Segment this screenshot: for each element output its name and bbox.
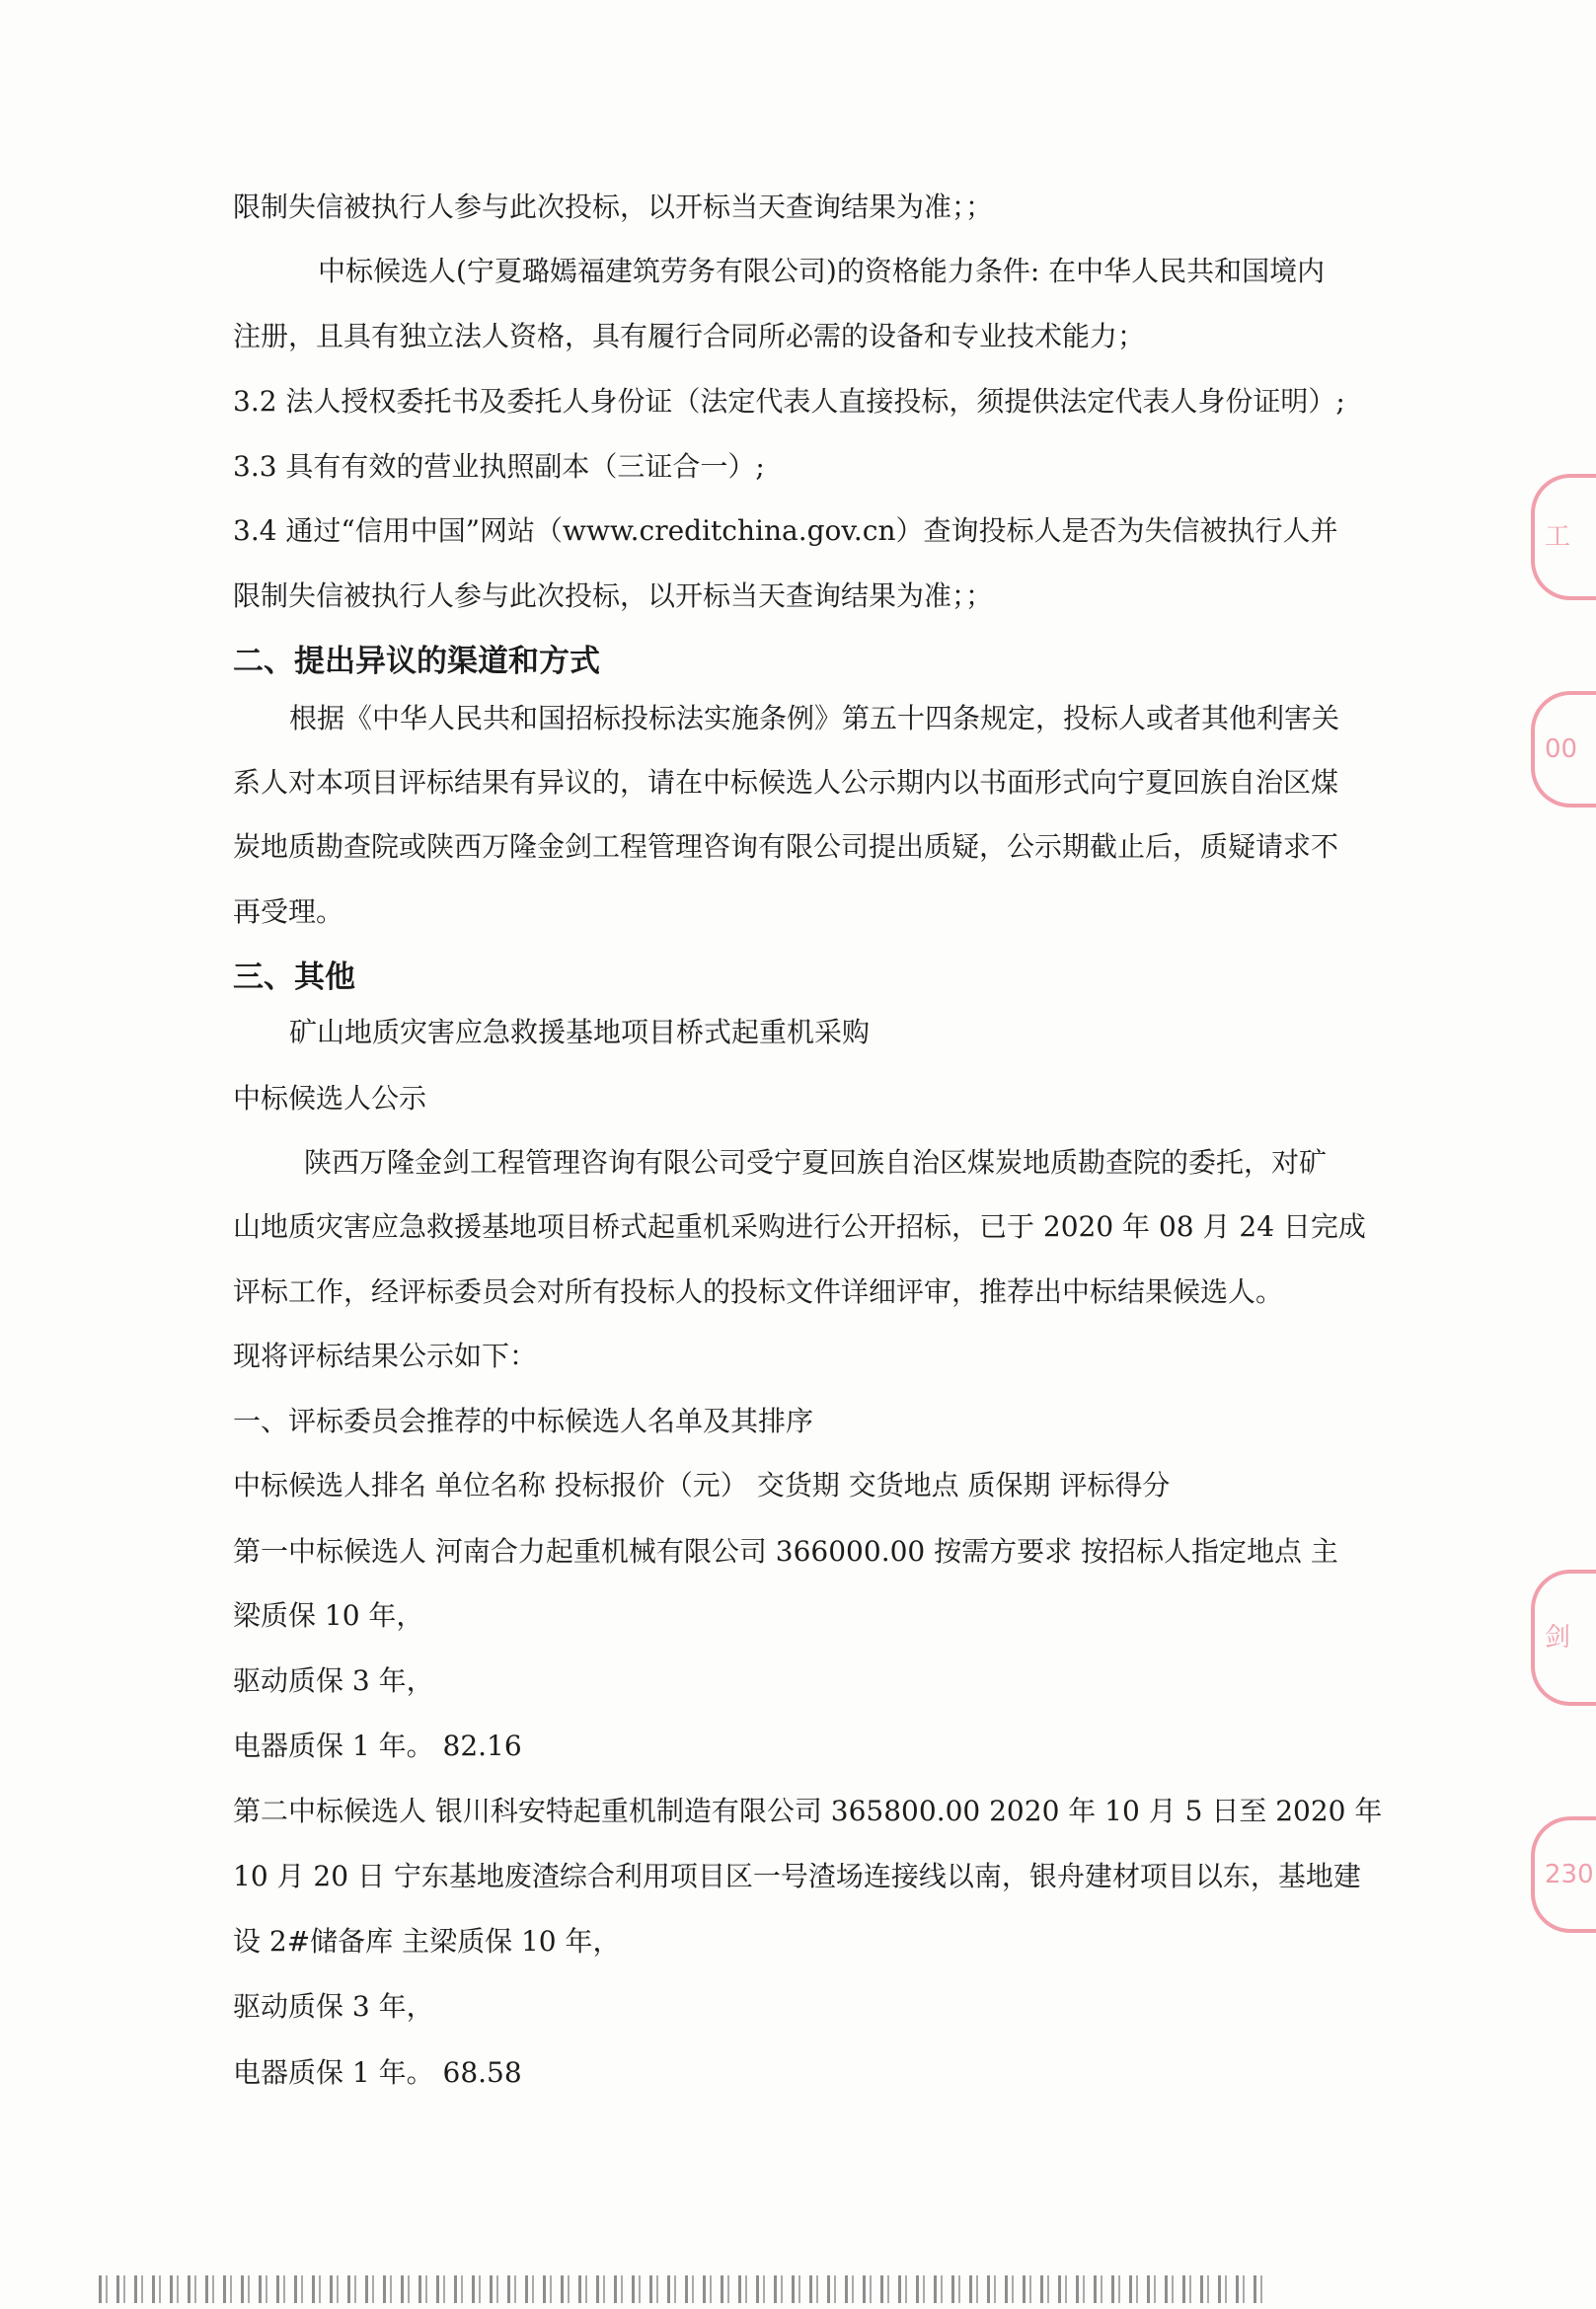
text-line: 梁质保 10 年， (233, 1599, 424, 1632)
text-line: 矿山地质灾害应急救援基地项目桥式起重机采购 (289, 1016, 871, 1048)
text-line: 限制失信被执行人参与此次投标，以开标当天查询结果为准；； (233, 191, 994, 223)
scan-noise-strip (99, 2275, 1263, 2303)
text-line: 驱动质保 3 年， (233, 1990, 434, 2023)
text-line: 系人对本项目评标结果有异议的，请在中标候选人公示期内以书面形式向宁夏回族自治区煤 (233, 766, 1339, 799)
text-line: 一、评标委员会推荐的中标候选人名单及其排序 (233, 1405, 814, 1437)
text-line: 中标候选人(宁夏璐嫣福建筑劳务有限公司)的资格能力条件: 在中华人民共和国境内 (318, 255, 1326, 287)
seal-stamp-fragment: 00 (1531, 691, 1596, 808)
section-heading: 二、提出异议的渠道和方式 (233, 644, 600, 679)
text-line: 注册，且具有独立法人资格，具有履行合同所必需的设备和专业技术能力； (233, 320, 1146, 352)
section-heading: 三、其他 (233, 960, 355, 995)
text-line: 设 2#储备库 主梁质保 10 年， (233, 1925, 621, 1958)
text-line: 限制失信被执行人参与此次投标，以开标当天查询结果为准；； (233, 579, 994, 612)
text-line: 驱动质保 3 年， (233, 1664, 434, 1697)
text-line: 3.3 具有有效的营业执照副本（三证合一）; (233, 450, 765, 483)
text-line: 3.2 法人授权委托书及委托人身份证（法定代表人直接投标，须提供法定代表人身份证明）; (233, 385, 1345, 418)
seal-stamp-fragment: 工 (1531, 474, 1596, 600)
text-line: 再受理。 (233, 895, 344, 928)
text-line: 电器质保 1 年。 68.58 (233, 2056, 522, 2089)
text-line: 第一中标候选人 河南合力起重机械有限公司 366000.00 按需方要求 按招标人指定地点 主 (233, 1535, 1338, 1568)
seal-stamp-fragment: 剑 (1531, 1570, 1596, 1706)
text-line: 中标候选人公示 (233, 1082, 427, 1115)
text-line: 根据《中华人民共和国招标投标法实施条例》第五十四条规定，投标人或者其他利害关 (289, 702, 1340, 734)
text-line: 电器质保 1 年。 82.16 (233, 1730, 522, 1762)
text-line: 陕西万隆金剑工程管理咨询有限公司受宁夏回族自治区煤炭地质勘查院的委托，对矿 (304, 1146, 1328, 1179)
seal-stamp-fragment: 230 (1531, 1816, 1596, 1933)
text-line: 现将评标结果公示如下： (233, 1340, 538, 1372)
text-line: 山地质灾害应急救援基地项目桥式起重机采购进行公开招标，已于 2020 年 08 月 24 日完成 (233, 1210, 1366, 1243)
text-line: 中标候选人排名 单位名称 投标报价（元） 交货期 交货地点 质保期 评标得分 (233, 1469, 1171, 1501)
text-line: 炭地质勘查院或陕西万隆金剑工程管理咨询有限公司提出质疑，公示期截止后，质疑请求不 (233, 830, 1339, 863)
text-line: 10 月 20 日 宁东基地废渣综合利用项目区一号渣场连接线以南，银舟建材项目以东，基地建 (233, 1860, 1361, 1892)
text-line: 3.4 通过“信用中国”网站（www.creditchina.gov.cn）查询投标人是否为失信被执行人并 (233, 514, 1338, 547)
text-line: 第二中标候选人 银川科安特起重机制造有限公司 365800.00 2020 年 10 月 5 日至 2020 年 (233, 1795, 1383, 1827)
text-line: 评标工作，经评标委员会对所有投标人的投标文件详细评审，推荐出中标结果候选人。 (233, 1275, 1284, 1308)
